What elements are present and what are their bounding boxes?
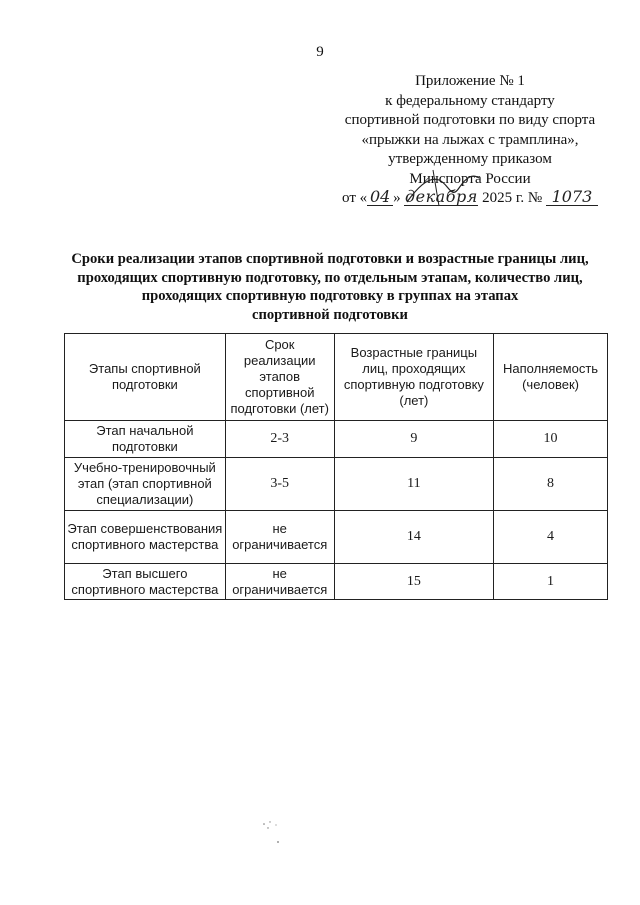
appendix-line: спортивной подготовки по виду спорта [344, 112, 596, 128]
date-mid: » [393, 190, 401, 206]
header-group-size: Наполняемость (человек) [494, 334, 608, 421]
cell-age: 11 [334, 458, 493, 511]
header-stages: Этапы спортивной подготовки [65, 334, 226, 421]
title-line: проходящих спортивную подготовку в группах на этапах [141, 288, 519, 304]
training-stages-table [64, 333, 608, 600]
appendix-line: к федеральному стандарту [385, 92, 555, 109]
document-title [40, 250, 620, 324]
appendix-line: «прыжки на лыжах с трамплина», [361, 131, 579, 148]
cell-stage: Этап начальной подготовки [65, 421, 226, 458]
cell-stage: Этап совершенствования спортивного мастерства [65, 511, 226, 564]
cell-duration: не ограничивается [225, 511, 334, 564]
cell-duration: не ограничивается [225, 564, 334, 600]
title-line: Сроки реализации этапов спортивной подготовки и возрастные границы лиц, [71, 251, 589, 267]
cell-stage: Этап высшего спортивного мастерства [65, 564, 226, 600]
cell-group-size: 10 [494, 421, 608, 458]
table-row [65, 421, 608, 458]
handwritten-month: декабря [405, 187, 478, 206]
table-row [65, 458, 608, 511]
signature-scribble-icon [399, 166, 485, 210]
cell-duration: 3-5 [225, 458, 334, 511]
date-year: 2025 г. № [482, 190, 543, 206]
handwritten-order-number: 1073 [546, 189, 598, 206]
page-number: 9 [316, 44, 324, 60]
cell-group-size: 4 [494, 511, 608, 564]
appendix-line: Приложение № 1 [415, 73, 525, 89]
table-row [65, 564, 608, 600]
cell-group-size: 1 [494, 564, 608, 600]
header-age-limits: Возрастные границы лиц, проходящих спортивную подготовку (лет) [334, 334, 493, 421]
header-duration: Срок реализации этапов спортивной подготовки (лет) [225, 334, 334, 421]
table-row [65, 511, 608, 564]
scan-specks-icon [258, 818, 298, 846]
date-prefix: от « [342, 190, 368, 206]
cell-stage: Учебно-тренировочный этап (этап спортивной специализации) [65, 458, 226, 511]
cell-group-size: 8 [494, 458, 608, 511]
handwritten-day: 04 [367, 189, 393, 206]
cell-age: 14 [334, 511, 493, 564]
table-header-row [65, 334, 608, 421]
cell-age: 15 [334, 564, 493, 600]
cell-age: 9 [334, 421, 493, 458]
cell-duration: 2-3 [225, 421, 334, 458]
appendix-line: Минспорта России [409, 170, 531, 187]
title-line: проходящих спортивную подготовку, по отдельным этапам, количество лиц, [77, 269, 583, 286]
title-line: спортивной подготовки [252, 306, 408, 323]
appendix-line: утвержденному приказом [388, 151, 552, 167]
